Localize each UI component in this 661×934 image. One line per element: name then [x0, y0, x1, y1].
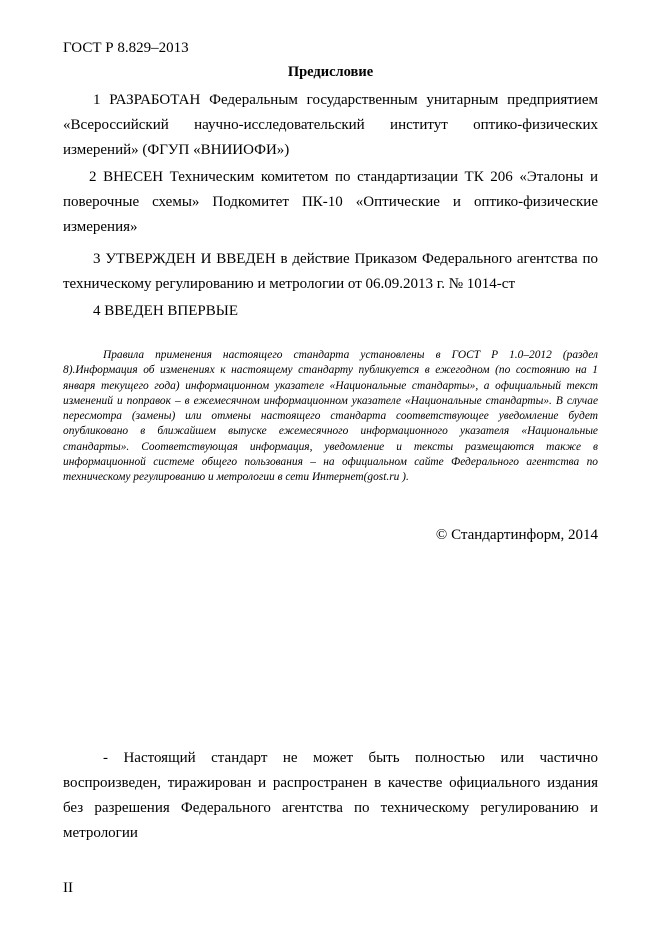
reproduction-notice: - Настоящий стандарт не может быть полностью или частично воспроизведен, тиражирован и распространен в качестве официального издания без разрешения Федерального агентства по техническому регулированию и метрологии	[63, 750, 598, 841]
foreword-item-2: 2 ВНЕСЕН Техническим комитетом по стандартизации ТК 206 «Эталоны и поверочные схемы» Подкомитет ПК-10 «Оптические и оптико-физические измерения»	[63, 169, 598, 235]
page-title: Предисловие	[287, 64, 374, 80]
page-number: II	[63, 880, 73, 896]
foreword-item-1: 1 РАЗРАБОТАН Федеральным государственным унитарным предприятием «Всероссийский научно-исследовательский институт оптико-физических измерений» (ФГУП «ВНИИОФИ»)	[63, 92, 598, 158]
foreword-item-4: 4 ВВЕДЕН ВПЕРВЫЕ	[93, 303, 238, 319]
document-header: ГОСТ Р 8.829–2013	[63, 40, 189, 56]
copyright-line: © Стандартинформ, 2014	[435, 527, 598, 543]
application-rules-note: Правила применения настоящего стандарта установлены в ГОСТ Р 1.0–2012 (раздел 8).Информация об изменениях к настоящему стандарту публикуется в ежегодном (по состоянию на 1 января текущего года) информационном указателе «Национальные стандарты», а официальный текст изменений и поправок – в ежемесячном информационном указателе «Национальные стандарты». В случае пересмотра (замены) или отмены настоящего стандарта соответствующее уведомление будет опубликовано в ближайшем выпуске ежемесячного информационного указателя «Национальные стандарты». Соответствующая информация, уведомление и тексты размещаются также в информационной системе общего пользования – на официальном сайте Федерального агентства по техническому регулированию и метрологии в сети Интернет(gost.ru ).	[63, 349, 598, 484]
foreword-item-3: 3 УТВЕРЖДЕН И ВВЕДЕН в действие Приказом Федерального агентства по техническому регулированию и метрологии от 06.09.2013 г. № 1014-ст	[63, 251, 598, 292]
